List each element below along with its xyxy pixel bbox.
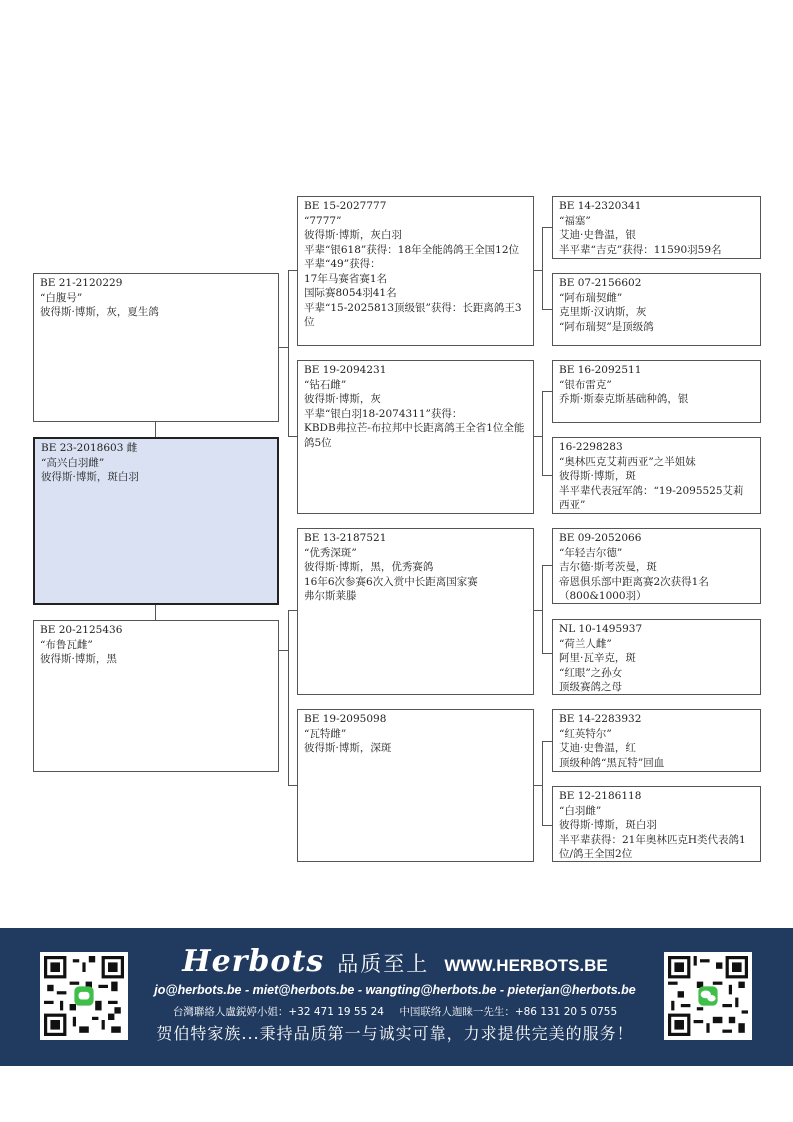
pedigree-note: 半平辈代表冠军鸽：“19-2095525艾莉西亚” (559, 484, 744, 511)
pigeon-name: “白羽雌” (559, 804, 602, 817)
footer-center (140, 928, 650, 1066)
connector (288, 270, 289, 436)
ring-number: BE 14-2320341 (559, 200, 642, 212)
ring-number: BE 09-2052066 (559, 532, 642, 544)
pedigree-box-dds (552, 709, 761, 772)
pedigree-note: 帝恩俱乐部中距离赛2次获得1名（800&1000羽） (559, 575, 709, 602)
pigeon-name: “7777” (304, 214, 342, 227)
pedigree-note: 艾迪·史鲁温，红 (559, 742, 636, 754)
connector (542, 475, 552, 476)
pedigree-note: 彼得斯·博斯，灰 (304, 393, 381, 405)
ring-number: BE 15-2027777 (304, 200, 387, 212)
connector (542, 653, 552, 654)
pedigree-note: 彼得斯·博斯，黑 (40, 653, 117, 665)
pedigree-box-ddd (552, 786, 761, 862)
pedigree-note: 国际赛8054羽41名 (304, 287, 397, 299)
pedigree-box-sire (33, 273, 279, 422)
connector (288, 610, 297, 611)
pedigree-note: 艾迪·史鲁温，银 (559, 229, 636, 241)
ring-number: BE 21-2120229 (40, 277, 123, 289)
pedigree-note: 彼得斯·博斯，灰白羽 (304, 229, 402, 241)
pedigree-box-dam (33, 620, 279, 772)
pigeon-name: “荷兰人雌” (559, 637, 612, 650)
connector (542, 309, 552, 310)
pedigree-note: KBDB弗拉芒-布拉邦中长距离鸽王全省1位全能鸽5位 (304, 422, 525, 449)
pigeon-name: “银布雷克” (559, 378, 612, 391)
pedigree-note: 半平辈“吉克”获得：11590羽59名 (559, 243, 722, 256)
connector (278, 650, 288, 651)
email-list[interactable]: jo@herbots.be - miet@herbots.be - wangting@herbots.be - pieterjan@herbots.be (154, 983, 636, 997)
pedigree-box-sire-sire (297, 196, 534, 346)
pedigree-note: “阿布瑞契”是顶级鸽 (559, 320, 654, 333)
pedigree-note: 阿里·瓦辛克，斑 (559, 652, 636, 664)
connector (288, 436, 297, 437)
connector (155, 604, 156, 620)
pedigree-box-dsd (552, 619, 761, 695)
pigeon-name: “福塞” (559, 214, 591, 227)
ring-number: BE 13-2187521 (304, 532, 387, 544)
connector (533, 436, 542, 437)
pedigree-note: “红眼”之孙女 (559, 666, 623, 679)
pedigree-box-subject (33, 437, 279, 605)
ring-number: BE 16-2092511 (559, 364, 642, 376)
pedigree-note: 克里斯·汉讷斯，灰 (559, 306, 647, 318)
connector (542, 825, 552, 826)
pigeon-name: “瓦特雌” (304, 727, 347, 740)
connector (542, 565, 552, 566)
pedigree-note: 顶级种鸽“黑瓦特”回血 (559, 756, 665, 769)
pedigree-note: 彼得斯·博斯，黑，优秀赛鸽 (304, 561, 434, 573)
connector (542, 391, 552, 392)
pigeon-name: “钻石雌” (304, 378, 347, 391)
connector (542, 565, 543, 653)
pedigree-note: 平辈“49”获得： (304, 258, 381, 270)
pedigree-box-ssd (552, 273, 761, 346)
connector (288, 270, 297, 271)
qr-line-icon (44, 956, 124, 1036)
pedigree-box-sss (552, 196, 761, 259)
pedigree-box-dam-dam (297, 709, 534, 862)
pedigree-note: 平辈“银618”获得：18年全能鸽鸽王全国12位 (304, 243, 519, 256)
pigeon-name: “阿布瑞契雌” (559, 291, 623, 304)
ring-number: 16-2298283 (559, 441, 623, 453)
pigeon-name: “优秀深斑” (304, 546, 357, 559)
pedigree-note: 彼得斯·博斯，灰，夏生鸽 (40, 306, 159, 318)
pedigree-note: 平辈“15-2025813顶级银”获得：长距离鸽王3位 (304, 301, 522, 328)
pedigree-box-dam-sire (297, 528, 534, 695)
footer-brand (140, 944, 650, 979)
connector (542, 391, 543, 475)
connector (288, 785, 297, 786)
connector (533, 610, 542, 611)
connector (155, 421, 156, 438)
contact-taiwan: 台灣聯絡人盧鋭婷小姐：+32 471 19 55 24 (172, 1006, 384, 1018)
pedigree-box-sire-dam (297, 360, 534, 514)
contact-china: 中国联络人迦睐一先生：+86 131 20 5 0755 (399, 1006, 618, 1018)
footer-banner (0, 928, 793, 1066)
motto: 贺伯特家族...秉持品质第一与诚实可靠，力求提供完美的服务！ (156, 1024, 634, 1043)
pedigree-note: 16年6次参赛6次入赏中长距离国家赛 (304, 575, 478, 588)
herbots-logo: Herbots (182, 944, 325, 979)
pedigree-note: 弗尔斯莱滕 (304, 590, 357, 602)
pedigree-note: 半平辈获得：21年奥林匹克H类代表鸽1位/鸽王全国2位 (559, 833, 746, 860)
pigeon-name: “布鲁瓦雌” (40, 638, 93, 651)
connector (533, 270, 542, 271)
ring-number: BE 12-2186118 (559, 790, 642, 802)
qr-code-line[interactable] (40, 952, 128, 1040)
pigeon-name: “高兴白羽雌” (41, 456, 105, 469)
website-link[interactable]: WWW.HERBOTS.BE (444, 956, 608, 975)
ring-number: BE 14-2283932 (559, 713, 642, 725)
ring-number: BE 19-2095098 (304, 713, 387, 725)
pedigree-note: 彼得斯·博斯，深斑 (304, 742, 392, 754)
qr-wechat-icon (668, 956, 748, 1036)
pigeon-name: “年轻吉尔德” (559, 546, 623, 559)
slogan: 品质至上 (337, 952, 430, 976)
pedigree-note: 乔斯·斯泰克斯基础种鸽，银 (559, 393, 689, 405)
pedigree-note: 彼得斯·博斯，斑白羽 (41, 471, 139, 483)
ring-number: NL 10-1495937 (559, 623, 643, 635)
pedigree-box-sds (552, 360, 761, 423)
pedigree-note: 彼得斯·博斯，斑 (559, 470, 636, 482)
ring-number: BE 23-2018603 雌 (41, 442, 138, 454)
qr-code-wechat[interactable] (664, 952, 752, 1040)
pedigree-note: 顶级赛鸽之母 (559, 681, 622, 693)
connector (542, 227, 543, 309)
pedigree-box-dss (552, 528, 761, 604)
pedigree-note: 平辈“银白羽18-2074311”获得： (304, 407, 463, 420)
ring-number: BE 19-2094231 (304, 364, 387, 376)
pigeon-name: “奥林匹克艾莉西亚”之半姐妹 (559, 455, 696, 468)
pigeon-name: “白腹号” (40, 291, 83, 304)
connector (542, 741, 543, 825)
contact-line (140, 1004, 650, 1019)
connector (542, 227, 552, 228)
pedigree-box-sdd (552, 437, 761, 514)
ring-number: BE 07-2156602 (559, 277, 642, 289)
connector (542, 741, 552, 742)
pedigree-note: 吉尔德·斯考茨曼，斑 (559, 561, 657, 573)
pedigree-note: 17年马赛省赛1名 (304, 272, 388, 285)
connector (288, 610, 289, 785)
ring-number: BE 20-2125436 (40, 624, 123, 636)
pigeon-name: “红英特尔” (559, 727, 612, 740)
connector (533, 785, 542, 786)
pedigree-note: 彼得斯·博斯，斑白羽 (559, 819, 657, 831)
connector (278, 347, 288, 348)
